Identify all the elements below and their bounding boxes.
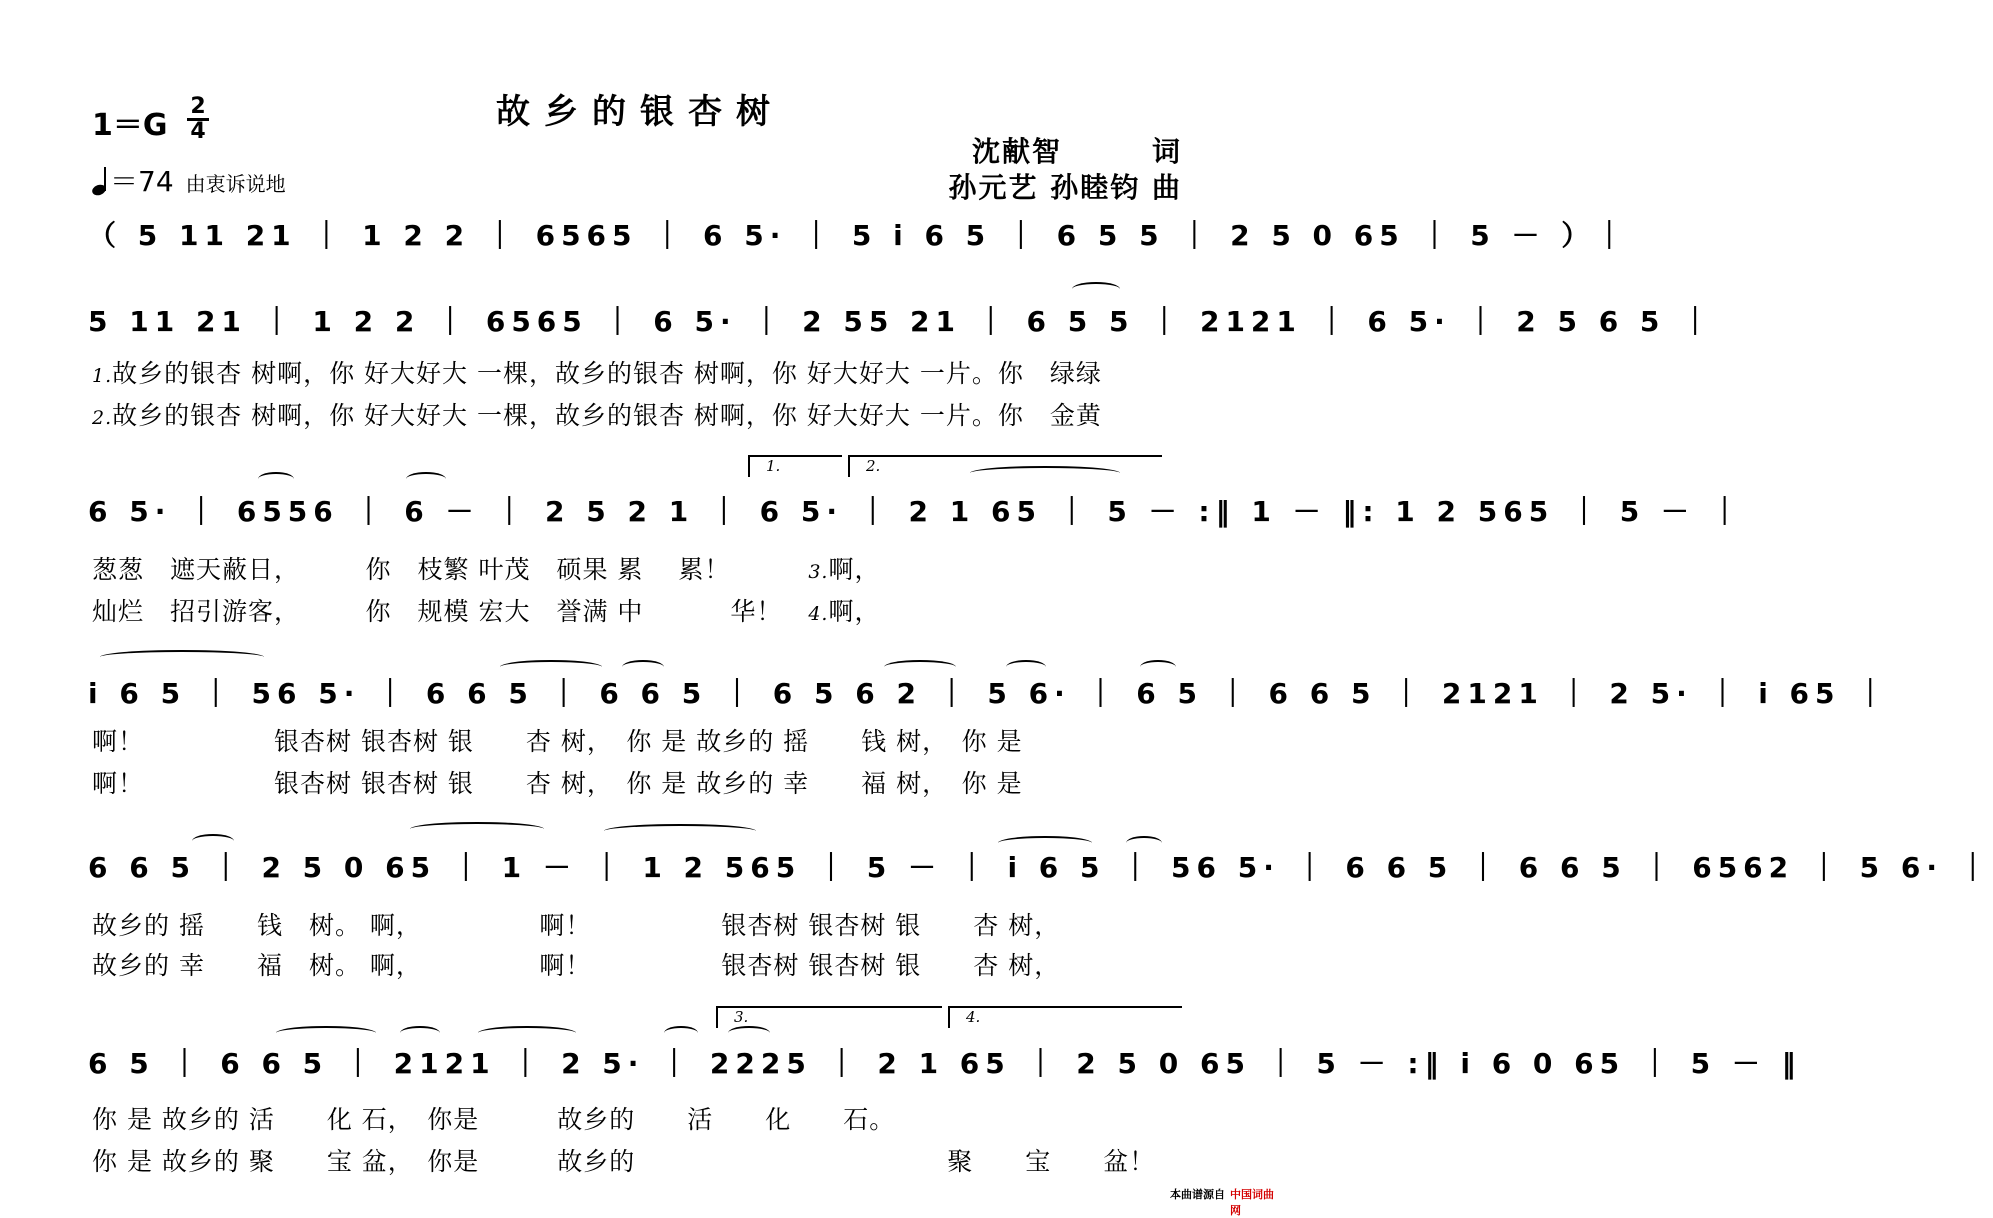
slur — [100, 650, 264, 664]
staff-line-4: 6 6 5 ｜ 2 5 0 65 ｜ 1 － ｜ 1 2 565 ｜ 5 － ｜ i 6 5 ｜ 56 5· ｜ 6 6 5 ｜ 6 6 5 ｜ 6562 ｜ 5 6· ｜ — [88, 851, 1993, 884]
page-title: 故乡的银杏树 — [496, 92, 784, 132]
slur — [970, 466, 1120, 480]
tempo-marking — [92, 160, 286, 200]
lyric-row-4-verse-2: 故乡的 幸 福 树。 啊， 啊！ 银杏树 银杏树 银 杏 树， — [92, 951, 1061, 980]
verse-number: 4. — [808, 603, 829, 625]
time-signature — [184, 96, 212, 143]
lyric-row-1-verse-2: 2.故乡的银杏 树啊，你 好大好大 一棵，故乡的银杏 树啊，你 好大好大 一片。你 金黄 — [92, 401, 1102, 430]
volta-bracket-1: 1. — [748, 455, 842, 477]
lyric-row-1-verse-1: 1.故乡的银杏 树啊，你 好大好大 一棵，故乡的银杏 树啊，你 好大好大 一片。你 绿绿 — [92, 359, 1102, 388]
slur — [406, 472, 446, 486]
composer-credit: 孙元艺 孙睦钧 曲 — [948, 171, 1182, 204]
lyric-row-2-verse-2: 灿烂 招引游客， 你 规模 宏大 誉满 中 华！ 4.啊， — [92, 597, 881, 626]
slur — [276, 1026, 376, 1040]
verse-number: 2. — [92, 407, 113, 429]
staff-line-intro: （ 5 11 21 ｜ 1 2 2 ｜ 6565 ｜ 6 5· ｜ 5 i 6 5 ｜ 6 5 5 ｜ 2 5 0 65 ｜ 5 － ）｜ — [88, 219, 1630, 252]
time-numerator: 2 — [190, 94, 206, 119]
volta-bracket-3: 3. — [716, 1006, 942, 1028]
volta-bracket-4: 4. — [948, 1006, 1182, 1028]
slur — [400, 1026, 440, 1040]
key-signature: 1＝G — [92, 108, 168, 143]
tempo-expression: 由衷诉说地 — [185, 172, 286, 196]
quarter-note-icon — [92, 167, 110, 195]
volta-bracket-2: 2. — [848, 455, 1162, 477]
staff-line-3: i 6 5 ｜ 56 5· ｜ 6 6 5 ｜ 6 6 5 ｜ 6 5 6 2 ｜ 5 6· ｜ 6 5 ｜ 6 6 5 ｜ 2121 ｜ 2 5· ｜ i 65 ｜ — [88, 677, 1891, 710]
lyric-row-3-verse-2: 啊！ 银杏树 银杏树 银 杏 树， 你 是 故乡的 幸 福 树， 你 是 — [92, 769, 1023, 798]
slur — [664, 1026, 698, 1040]
footer-source: 本曲谱源自 — [1170, 1188, 1225, 1201]
slur — [478, 1026, 576, 1040]
lyric-row-5-verse-1: 你 是 故乡的 活 化 石， 你是 故乡的 活 化 石。 — [92, 1105, 896, 1134]
slur — [1072, 282, 1120, 296]
lyricist-credit: 沈献智 词 — [971, 135, 1182, 168]
slur — [728, 1026, 770, 1040]
staff-line-5: 6 5 ｜ 6 6 5 ｜ 2121 ｜ 2 5· ｜ 2225 ｜ 2 1 65 ｜ 2 5 0 65 ｜ 5 － :‖ i 6 0 65 ｜ 5 － ‖ — [88, 1047, 1802, 1080]
slur — [258, 472, 294, 486]
lyric-row-3-verse-1: 啊！ 银杏树 银杏树 银 杏 树， 你 是 故乡的 摇 钱 树， 你 是 — [92, 727, 1023, 756]
staff-line-1: 5 11 21 ｜ 1 2 2 ｜ 6565 ｜ 6 5· ｜ 2 55 21 ｜ 6 5 5 ｜ 2121 ｜ 6 5· ｜ 2 5 6 5 ｜ — [88, 305, 1716, 338]
lyric-row-5-verse-2: 你 是 故乡的 聚 宝 盆， 你是 故乡的 聚 宝 盆！ — [92, 1147, 1156, 1176]
lyric-row-2-verse-1: 葱葱 遮天蔽日， 你 枝繁 叶茂 硕果 累 累！ 3.啊， — [92, 555, 881, 584]
footer-site-link[interactable]: 中国词曲网 — [1230, 1188, 1274, 1217]
slur — [604, 824, 756, 838]
time-denominator: 4 — [190, 119, 206, 144]
slur — [410, 822, 544, 836]
staff-line-2: 6 5· ｜ 6556 ｜ 6 － ｜ 2 5 2 1 ｜ 6 5· ｜ 2 1 65 ｜ 5 － :‖ 1 － ‖: 1 2 565 ｜ 5 － ｜ — [88, 495, 1745, 528]
lyric-row-4-verse-1: 故乡的 摇 钱 树。 啊， 啊！ 银杏树 银杏树 银 杏 树， — [92, 911, 1061, 940]
verse-number: 3. — [808, 561, 829, 583]
tempo-value: ＝74 — [110, 165, 174, 198]
verse-number: 1. — [92, 365, 113, 387]
